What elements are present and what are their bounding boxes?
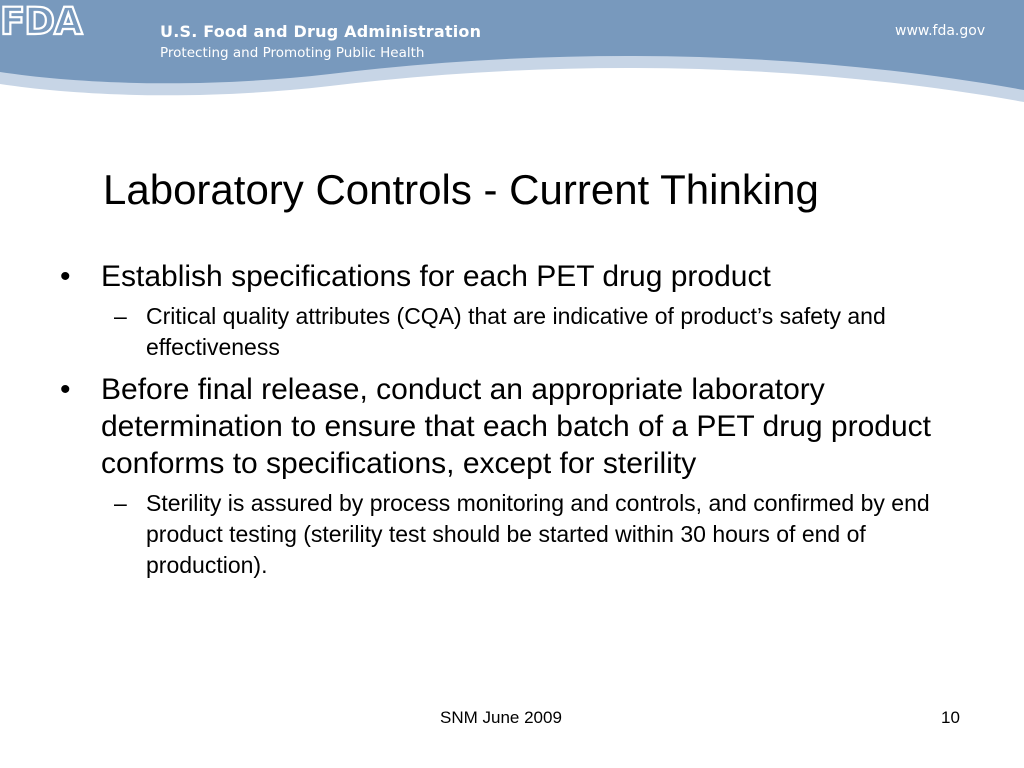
- bullet-list: [60, 258, 960, 589]
- bullet-text: Establish specifications for each PET drug product: [101, 260, 771, 293]
- sub-bullet-list: [101, 488, 960, 581]
- org-name: U.S. Food and Drug Administration: [160, 22, 482, 41]
- sub-bullet-text: Critical quality attributes (CQA) that are indicative of product’s safety and effectiveness: [146, 303, 886, 360]
- bullet-item: [60, 258, 960, 363]
- slide-number: 10: [941, 708, 960, 727]
- header-background: [0, 0, 1024, 115]
- bullet-marker: •: [60, 260, 71, 293]
- sub-bullet-item: [101, 301, 960, 363]
- dash-marker: –: [114, 490, 127, 516]
- footer-event: SNM June 2009: [440, 708, 562, 727]
- org-tagline: Protecting and Promoting Public Health: [160, 45, 425, 61]
- site-url: www.fda.gov: [895, 23, 986, 39]
- sub-bullet-text: Sterility is assured by process monitoring and controls, and confirmed by end product testing (sterility test should be started within 30 hours of end of production).: [146, 490, 930, 578]
- fda-logo: [0, 0, 95, 40]
- sub-bullet-list: [101, 301, 960, 363]
- header-banner: [0, 0, 1024, 115]
- bullet-text: Before final release, conduct an appropriate laboratory determination to ensure that each batch of a PET drug product conforms to specifications, except for sterility: [101, 373, 931, 480]
- bullet-marker: •: [60, 373, 71, 406]
- slide-title: Laboratory Controls - Current Thinking: [103, 166, 819, 213]
- sub-bullet-item: [101, 488, 960, 581]
- svg-text:FDA: FDA: [0, 0, 82, 40]
- bullet-item: [60, 371, 960, 581]
- dash-marker: –: [114, 303, 127, 329]
